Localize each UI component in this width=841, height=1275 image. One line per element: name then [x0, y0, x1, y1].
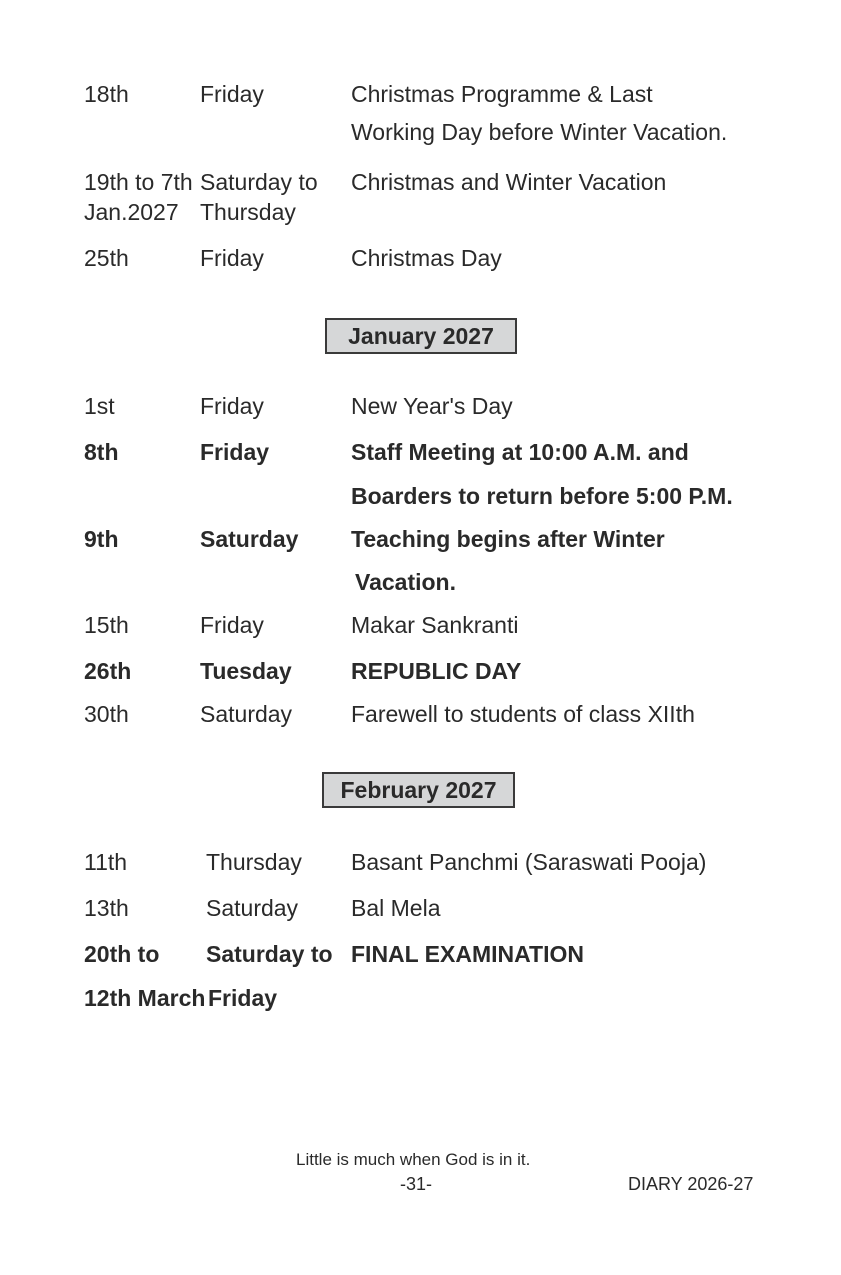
event-date: 1st	[84, 393, 115, 419]
event-description-line2: Vacation.	[355, 569, 456, 595]
event-description: Christmas Programme & Last	[351, 81, 653, 107]
event-day: Saturday to	[200, 169, 318, 195]
diary-label: DIARY 2026-27	[628, 1174, 754, 1194]
page-number: -31-	[400, 1174, 433, 1194]
event-day: Friday	[200, 245, 264, 271]
event-date: 9th	[84, 526, 119, 552]
event-description: Farewell to students of class XIIth	[351, 701, 695, 727]
event-day-line2: Friday	[208, 985, 278, 1011]
event-description: New Year's Day	[351, 393, 513, 419]
event-day: Thursday	[206, 849, 302, 875]
event-date: 8th	[84, 439, 119, 465]
event-date: 13th	[84, 895, 129, 921]
month-heading-january: January 2027	[325, 318, 517, 354]
event-date: 15th	[84, 612, 129, 638]
event-day: Friday	[200, 393, 264, 419]
event-date: 25th	[84, 245, 129, 271]
event-date: 30th	[84, 701, 129, 727]
event-day: Friday	[200, 81, 264, 107]
event-description: REPUBLIC DAY	[351, 658, 522, 684]
event-description: Staff Meeting at 10:00 A.M. and	[351, 439, 689, 465]
event-day: Friday	[200, 612, 264, 638]
event-description-line2: Working Day before Winter Vacation.	[351, 119, 728, 145]
event-description: Bal Mela	[351, 895, 441, 921]
event-description: Teaching begins after Winter	[351, 526, 665, 552]
event-description: FINAL EXAMINATION	[351, 941, 584, 967]
event-day: Saturday	[200, 526, 299, 552]
event-day: Friday	[200, 439, 270, 465]
event-day-line2: Thursday	[200, 199, 296, 225]
event-day: Saturday	[200, 701, 293, 727]
event-description: Christmas Day	[351, 245, 502, 271]
month-heading-february: February 2027	[322, 772, 515, 808]
event-date: 26th	[84, 658, 132, 684]
event-date: 19th to 7th	[84, 169, 193, 195]
event-description-line2: Boarders to return before 5:00 P.M.	[351, 483, 733, 509]
event-day: Saturday to	[206, 941, 333, 967]
event-description: Makar Sankranti	[351, 612, 519, 638]
event-day: Saturday	[206, 895, 299, 921]
event-description: Christmas and Winter Vacation	[351, 169, 667, 195]
event-day: Tuesday	[200, 658, 292, 684]
event-date: 11th	[84, 849, 128, 875]
event-date-line2: Jan.2027	[84, 199, 179, 225]
event-date-line2: 12th March	[84, 985, 206, 1011]
event-description: Basant Panchmi (Saraswati Pooja)	[351, 849, 707, 875]
event-date: 20th to	[84, 941, 160, 967]
event-date: 18th	[84, 81, 129, 107]
footer-quote: Little is much when God is in it.	[296, 1150, 531, 1169]
